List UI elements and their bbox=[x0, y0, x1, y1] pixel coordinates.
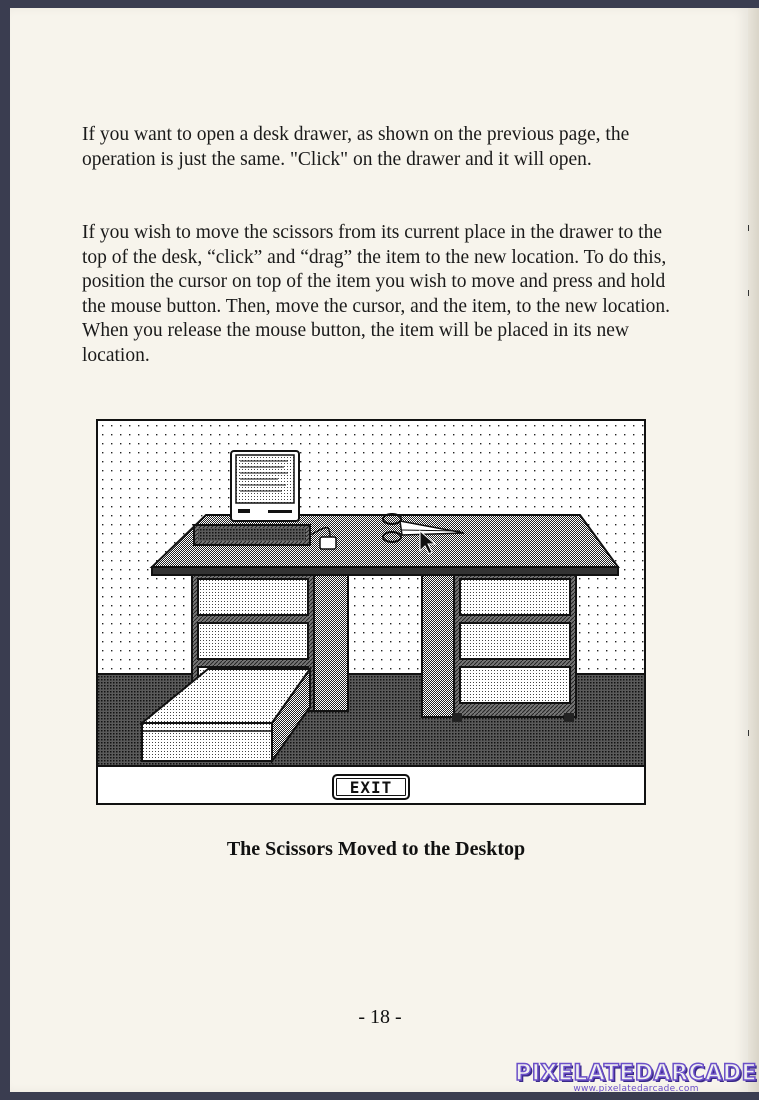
watermark-title: PIXELATEDARCADE bbox=[515, 1061, 757, 1086]
edge-mark bbox=[748, 290, 749, 296]
exit-button[interactable]: EXIT bbox=[332, 774, 410, 800]
watermark-url: www.pixelatedarcade.com bbox=[573, 1084, 699, 1094]
page-edge bbox=[748, 8, 759, 1092]
watermark-logo bbox=[515, 1061, 757, 1094]
desk-scene bbox=[98, 421, 644, 803]
edge-mark bbox=[748, 730, 749, 736]
edge-mark bbox=[748, 225, 749, 231]
game-screenshot bbox=[96, 419, 646, 805]
paragraph-open-drawer: If you want to open a desk drawer, as shown on the previous page, the operation is just the same. "Click" on the drawer and it will open. bbox=[82, 124, 630, 170]
page-number: - 18 - bbox=[358, 1006, 402, 1028]
paragraph-move-scissors: If you wish to move the scissors from its current place in the drawer to the top of the desk, “click” and “drag” the item to the new location. To do this, position the cursor on top of the item you wish to move and press and hold the mouse button. Then, move the cursor, and the item, to the new location. When you release the mouse button, the item will be placed in its new location. bbox=[82, 222, 671, 366]
figure-caption: The Scissors Moved to the Desktop bbox=[226, 838, 526, 860]
right-pedestal bbox=[422, 573, 576, 722]
